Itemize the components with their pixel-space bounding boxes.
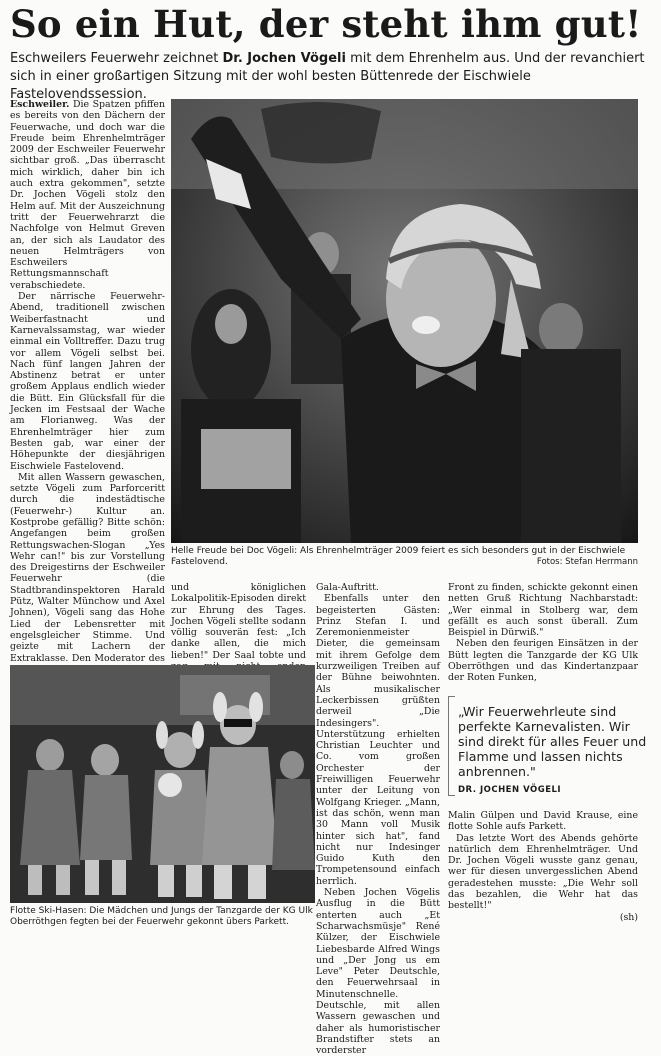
photo-credit: Fotos: Stefan Herrmann	[536, 557, 638, 567]
standfirst-part1: Eschweilers Feuerwehr zeichnet	[10, 51, 223, 66]
standfirst	[10, 50, 650, 104]
article-column-1	[10, 99, 165, 664]
main-photo-caption: Helle Freude bei Doc Vögeli: Als Ehrenhelmträger 2009 feiert es sich besonders gut in der Eischwiele Fastelovend.	[171, 546, 626, 567]
article-column-4-bottom	[448, 810, 638, 935]
main-photo	[171, 99, 638, 543]
standfirst-part2: mit dem Ehrenhelm aus. Und der revanchiert sich in einer großartigen Sitzung mit der wohl besten Büttenrede der Eischwiele Fastelovendssession.	[10, 51, 645, 102]
dance-photo-image	[10, 665, 315, 903]
col4-paragraph: Front zu finden, schickte gekonnt einen netten Gruß Richtung Nachbarstadt: „Wer einmal in Stolberg war, dem gefällt es auch sonst überall. Zum Beispiel in Dürwiß."	[448, 582, 638, 639]
dateline: Eschweiler.	[10, 99, 70, 110]
author-sign: (sh)	[619, 911, 638, 923]
standfirst-name: Dr. Jochen Vögeli	[222, 51, 346, 66]
pull-quote: „Wir Feuerwehrleute sind perfekte Karnevalisten. Wir sind direkt für alles Feuer und Flamme und lassen nichts anbrennen."	[458, 704, 647, 779]
music-stand	[201, 429, 291, 489]
col3-paragraph: Neben Jochen Vögelis Ausflug in die Bütt enterten auch „Et Scharwachsmüsje" René Külzer, der Eischwiele Liebesbarde Alfred Wings und „Der Jong us em Leve" Peter Deutschle, den Feuerwehrsaal in Minutenschnelle. Deutschle, mit allen Wassern gewaschen und daher als humoristischer Brandstifter stets an vorderster	[316, 887, 440, 1056]
col1-paragraph: Die Spatzen pfiffen es bereits von den Dächern der Feuerwache, und doch war die Freude beim Ehrenhelmträger 2009 der Eschweiler Feuerwehr sichtbar groß. „Das überrascht mich wirklich, daher bin ich auch extra gekommen", setzte Dr. Jochen Vögeli stolz den Helm auf. Mit der Auszeichnung tritt der Feuerwehrarzt die Nachfolge von Helmut Greven an, der sich als Laudator des neuen Helmträgers von Eschweilers Rettungsmannschaft verabschiedete.	[10, 99, 165, 291]
quote-bracket	[448, 696, 455, 796]
col2-paragraph: und königlichen Lokalpolitik-Episoden direkt zur Ehrung des Tages. Jochen Vögeli stellte sodann völlig souverän fest: „Ich danke allen, die mich lieben!" Der Saal tobte und	[171, 582, 306, 661]
article-column-4-top	[448, 582, 638, 692]
main-photo-image	[171, 99, 638, 543]
col3-paragraph: Ebenfalls unter den begeisterten Gästen: Prinz Stefan I. und Zeremonienmeister Dieter, die gemeinsam mit ihrem Gefolge dem kurzweiligen Treiben auf der Bühne beiwohnten. Als musikalischer Leckerbissen grüßten derweil „Die Indesingers". Unterstützung erhielten Christian Leuchter und Co. vom großen Orchester der Freiwilligen Feuerwehr unter der Leitung von Wolfgang Krieger. „Mann, ist das schön, wenn man 30 Mann voll Musik hinter sich hat", fand nicht nur Indesinger Guido Kuth den Trompetensound einfach herrlich.	[316, 593, 440, 887]
wall-emblem	[261, 102, 381, 164]
col1-paragraph: Mit allen Wassern gewaschen, setzte Vögeli zum Parforceritt durch die indestädtische (Feuerwehr-) Kultur an. Kostprobe gefällig? Bitte schön: Angefangen beim großen Rettungswachen-Slogan „Yes Wehr can!" bis zur Vorstellung des Dreigestirns der Eschweiler Feuerwehr (die Stadtbrandinspektoren Harald Pütz, Walter Münchow und Axel Johnen), Vögeli sang das Hohe Lied der Lebensretter mit engelsgleicher Stimme. Und geizte mit Lachern der Extraklasse. Den Moderator des	[10, 471, 165, 664]
dance-photo-caption: Flotte Ski-Hasen: Die Mädchen und Jungs der Tanzgarde der KG Ulk Oberröthgen fegten bei der Feuerwehr gekonnt übers Parkett.	[10, 906, 313, 927]
col4-paragraph: Das letzte Wort des Abends gehörte natürlich dem Ehrenhelmträger. Und Dr. Jochen Vögeli wusste ganz genau, wer für diesen unvergesslichen Abend geradestehen musste: „Die Wehr soll das bezahlen, die Wehr hat das bestellt!"	[448, 832, 638, 912]
headline: So ein Hut, der steht ihm gut!	[10, 2, 642, 46]
col4-paragraph: Malin Gülpen und David Krause, eine flotte Sohle aufs Parkett.	[448, 810, 638, 833]
col4-paragraph: Neben den feurigen Einsätzen in der Bütt legten die Tanzgarde der KG Ulk Oberröthgen und das Kindertanzpaar der Roten Funken,	[448, 638, 638, 684]
article-column-3	[316, 582, 440, 1056]
article-column-2	[171, 582, 306, 664]
dance-photo	[10, 665, 315, 903]
quote-author: DR. JOCHEN VÖGELI	[458, 785, 562, 795]
col3-paragraph: Gala-Auftritt.	[316, 582, 379, 593]
col1-paragraph: Der närrische Feuerwehr-Abend, traditionell zwischen Weiberfastnacht und Karnevalssamstag, war wieder einmal ein Volltreffer. Dazu trug vor allem Vögeli selbst bei. Nach fünf langen Jahren der Abstinenz betrat er unter großem Applaus endlich wieder die Bütt. Ein Glücksfall für die Jecken im Festsaal der Wache am Florianweg. Was der Ehrenhelmträger hier zum Besten gab, war einer der Höhepunkte der diesjährigen Eischwiele Fastelovend.	[10, 291, 165, 472]
